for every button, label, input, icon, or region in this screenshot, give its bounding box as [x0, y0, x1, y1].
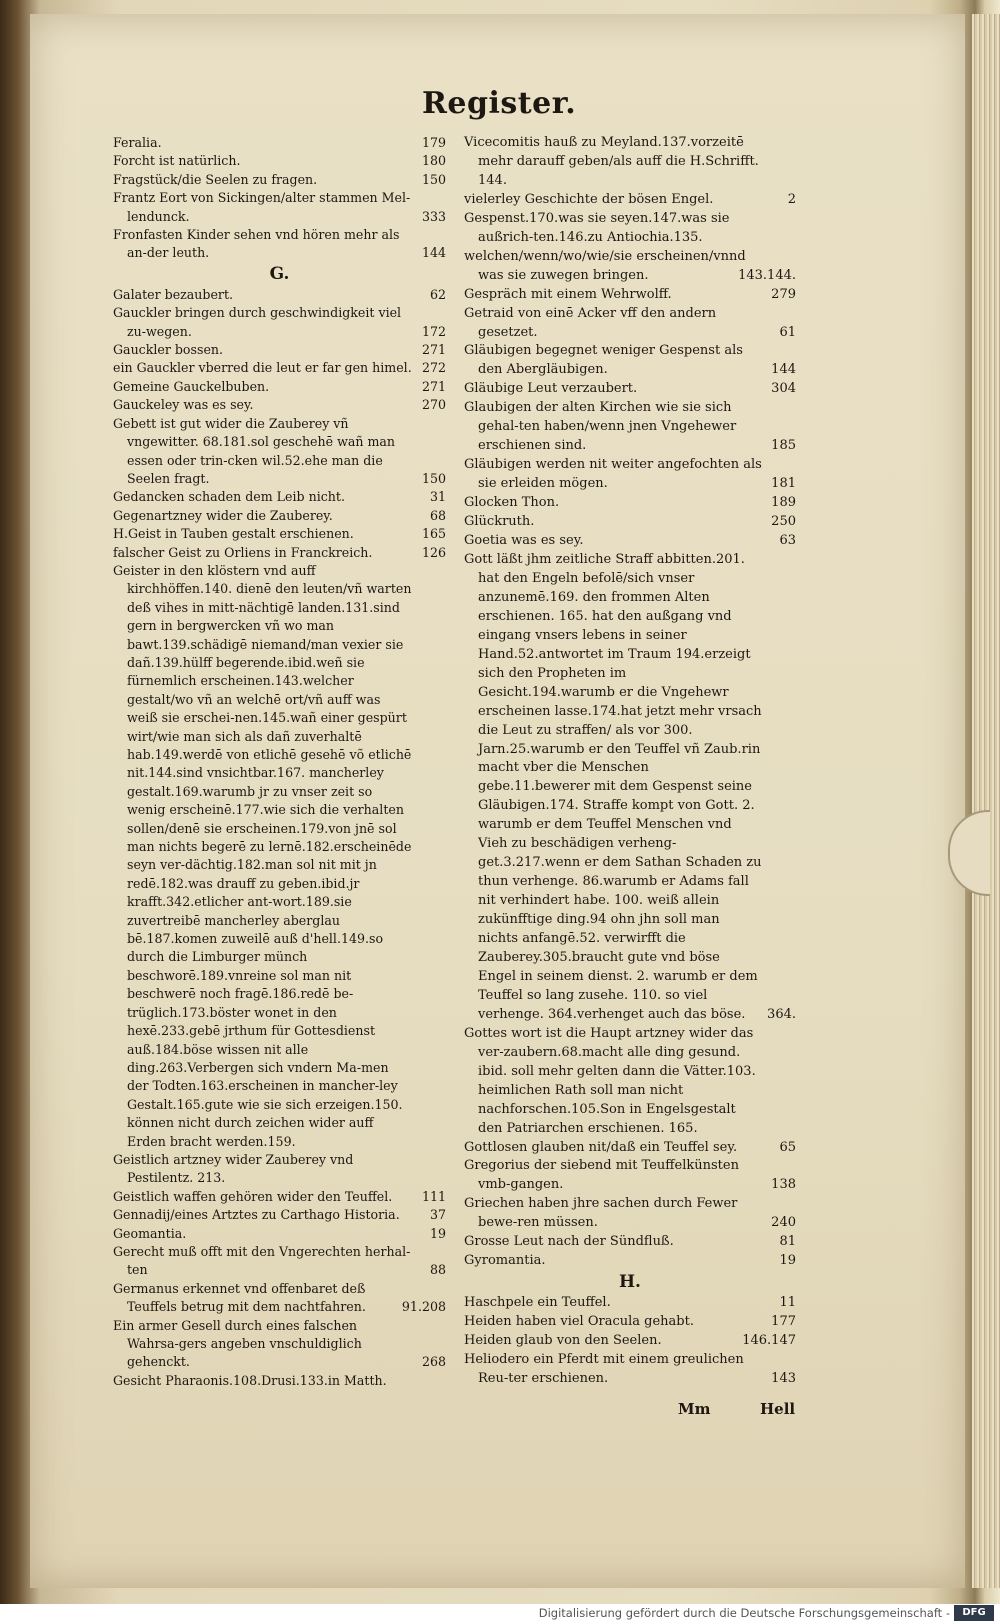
- index-entry: [464, 1233, 796, 1252]
- entry-text: Grosse Leut nach der Sündfluß.: [464, 1234, 674, 1250]
- page-reference: 81: [779, 1234, 796, 1250]
- index-entry: [113, 525, 446, 543]
- entry-text: Gespräch mit einem Wehrwolff.: [464, 286, 672, 302]
- page-reference: 271: [421, 342, 446, 358]
- index-entry: [113, 507, 446, 525]
- index-entry: [113, 304, 446, 341]
- page-reference: 91.208: [401, 1299, 446, 1315]
- index-entry: [113, 415, 446, 489]
- footer-credit: Digitalisierung gefördert durch die Deutsche Forschungsgemeinschaft -: [538, 1606, 950, 1620]
- page-reference: 143: [771, 1371, 796, 1386]
- page-reference: 364.: [767, 1006, 796, 1022]
- index-entry: [113, 544, 446, 562]
- page-reference: 150: [421, 470, 446, 486]
- entry-text: Glückruth.: [464, 514, 535, 530]
- page-reference: 270: [421, 397, 446, 413]
- page-reference: 150: [421, 171, 446, 187]
- index-column-left: [113, 134, 446, 1390]
- entry-text: Gennadij/eines Artztes zu Carthago Historia.: [113, 1207, 400, 1223]
- page-reference: 11: [779, 1295, 796, 1311]
- index-entry: [464, 191, 796, 210]
- index-entry: [464, 380, 796, 399]
- entry-text: Geistlich artzney wider Zauberey vnd Pestilentz. 213.: [113, 1151, 354, 1186]
- index-entry: [464, 1252, 796, 1271]
- entry-text: Gespenst.170.was sie seyen.147.was sie außrich-ten.146.zu Antiochia.135.: [464, 210, 730, 245]
- page-reference: 268: [421, 1354, 446, 1370]
- index-entry: [464, 1195, 796, 1233]
- page-reference: 333: [421, 208, 446, 224]
- entry-text: welchen/wenn/wo/wie/sie erscheinen/vnnd was sie zuwegen bringen.: [464, 248, 746, 283]
- entry-text: Glaubigen der alten Kirchen wie sie sich gehal-ten haben/wenn jnen Vngehewer erschienen sind.: [464, 400, 737, 454]
- entry-text: Fronfasten Kinder sehen vnd hören mehr als an-der leuth.: [113, 227, 400, 261]
- page-reference: 31: [429, 489, 446, 505]
- entry-text: Fragstück/die Seelen zu fragen.: [113, 171, 318, 187]
- index-entry: [464, 1332, 796, 1351]
- page-edges: [972, 14, 1000, 1588]
- page-reference: 177: [771, 1314, 796, 1330]
- index-entry: [113, 1206, 446, 1224]
- index-entry: [464, 286, 796, 305]
- entry-text: H.Geist in Tauben gestalt erschienen.: [113, 526, 354, 542]
- page-reference: 250: [771, 514, 796, 530]
- page-reference: 240: [771, 1215, 796, 1231]
- entry-text: Gesicht Pharaonis.108.Drusi.133.in Matth.: [113, 1372, 387, 1388]
- page-reference: 304: [771, 381, 796, 397]
- page-reference: 146.147: [742, 1333, 796, 1349]
- entry-text: Heiden haben viel Oracula gehabt.: [464, 1314, 694, 1330]
- page-reference: 126: [421, 544, 446, 560]
- index-entry: [464, 342, 796, 380]
- entry-text: Geistlich waffen gehören wider den Teuffel.: [113, 1188, 393, 1204]
- entry-text: Gyromantia.: [464, 1253, 546, 1269]
- letter-heading: G.: [269, 263, 290, 284]
- page-reference: 165: [421, 526, 446, 542]
- entry-text: Germanus erkennet vnd offenbaret deß Teuffels betrug mit dem nachtfahren.: [113, 1280, 366, 1315]
- index-entry: [464, 1025, 796, 1139]
- entry-text: Gott läßt jhm zeitliche Straff abbitten.201. hat den Engeln befolē/sich vnser anzunemē.169. den frommen Alten erschienen. 165. hat den außgang vnd eingang vnsers lebens in seiner Hand.52.antwortet im Traum 194.erzeigt sich den Propheten im Gesicht.194.warumb er die Vngehewr erscheinen lasse.174.hat jetzt mehr vrsach die Leut zu straffen/ als vor 300. Jarn.25.warumb er den Teuffel vñ Zaub.rin macht vber die Menschen gebe.11.bewerer mit dem Gespenst seine Gläubigen.174. Straffe kompt von Gott. 2. warumb er dem Teuffel Menschen vnd Vieh zu beschädigen verheng-get.3.217.wenn er dem Sathan Schaden zu thun verhenge. 86.warumb er Adams fall nit verhindert habe. 100. weiß allein zukünfftige ding.94 ohn jhn soll man nichts anfangē.52. verwirfft die Zauberey.305.braucht gute vnd böse Engel in seinem dienst. 2. warumb er dem Teuffel so lang zusehe. 110. so viel verhenge. 364.verhenget auch das böse.: [464, 551, 762, 1022]
- page-reference: 181: [771, 476, 796, 492]
- page-reference: 179: [421, 135, 446, 150]
- page-reference: 180: [421, 153, 446, 169]
- entry-text: Geister in den klöstern vnd auff kirchhöffen.140. dienē den leuten/vñ warten deß vihes in mitt-nächtigē landen.131.sind gern in bergwercken vñ wo man bawt.139.schädigē niemand/man vexier sie dañ.139.hülff begerende.ibid.weñ sie fürnemlich erscheinen.143.welcher gestalt/wo vñ an welchē ort/vñ auff was weiß sie erschei-nen.145.wañ einer gespürt wirt/wie man sich als dañ zuverhaltē hab.149.werdē von etlichē gesehē võ etlichē nit.144.sind vnsichtbar.167. mancherley gestalt.169.warumb jr zu vnser zeit so wenig erscheinē.177.wie sich die verhalten sollen/denē sie erscheinen.179.von jnē sol man nichts begerē zu lernē.182.erscheinēde seyn ver-dächtig.182.man sol nit mit jn redē.182.was drauff zu geben.ibid.jr krafft.342.etlicher ant-wort.189.sie zuvertreibē mancherley aberglau bē.187.komen zuweilē auß d'hell.149.so durch die Limburger münch beschworē.189.vnreine sol man nit beschwerē noch fragē.186.redē be-trüglich.173.böster wonet in den hexē.233.gebē jrthum für Gottesdienst auß.184.böse wissen nit alle ding.263.Verbergen sich vndern Ma-men der Todten.163.erscheinen in mancher-ley Gestalt.165.gute wie sie sich erzeigen.150. können nicht durch zeichen wider auff Erden bracht werden.159.: [113, 562, 412, 1149]
- entry-text: Gauckeley was es sey.: [113, 397, 254, 413]
- entry-text: Gläubigen werden nit weiter angefochten als sie erleiden mögen.: [464, 457, 762, 492]
- entry-text: Goetia was es sey.: [464, 533, 584, 549]
- index-entry: [464, 1294, 796, 1313]
- index-entry: [113, 152, 446, 170]
- index-entry: [464, 1313, 796, 1332]
- entry-text: falscher Geist zu Orliens in Franckreich.: [113, 544, 373, 560]
- index-entry: [464, 551, 796, 1025]
- page-reference: 88: [429, 1262, 446, 1278]
- entry-text: Griechen haben jhre sachen durch Fewer bewe-ren müssen.: [464, 1196, 738, 1231]
- index-entry: [464, 134, 796, 191]
- index-entry: [113, 562, 446, 1151]
- index-entry: [464, 305, 796, 343]
- index-entry: [113, 189, 446, 226]
- dfg-logo: DFG: [954, 1605, 994, 1621]
- entry-text: Gemeine Gauckelbuben.: [113, 378, 270, 394]
- index-entry: [464, 248, 796, 286]
- page-reference: 189: [771, 495, 796, 511]
- page-reference: 111: [421, 1188, 446, 1204]
- entry-text: Gegenartzney wider die Zauberey.: [113, 507, 333, 523]
- letter-heading: H.: [619, 1272, 641, 1293]
- index-entry: [113, 1151, 446, 1188]
- index-entry: [113, 226, 446, 263]
- entry-text: Gläubige Leut verzaubert.: [464, 381, 638, 397]
- page-reference: 271: [421, 378, 446, 394]
- index-entry: [113, 396, 446, 414]
- index-entry: [113, 1372, 446, 1390]
- index-entry: [113, 488, 446, 506]
- page-reference: 37: [429, 1207, 446, 1223]
- entry-text: Gläubigen begegnet weniger Gespenst als den Abergläubigen.: [464, 343, 743, 378]
- index-entry: [464, 513, 796, 532]
- entry-text: Geomantia.: [113, 1225, 187, 1241]
- entry-text: Galater bezaubert.: [113, 286, 234, 302]
- entry-text: vielerley Geschichte der bösen Engel.: [464, 191, 714, 207]
- entry-text: ein Gauckler vberred die leut er far gen himel.: [113, 360, 412, 376]
- entry-text: Feralia.: [113, 135, 162, 150]
- entry-text: Vicecomitis hauß zu Meyland.137.vorzeitē mehr darauff geben/als auff die H.Schrifft. 144.: [464, 135, 759, 188]
- running-head: Register.: [422, 86, 577, 121]
- entry-text: Glocken Thon.: [464, 495, 560, 511]
- index-entry: [464, 1351, 796, 1389]
- page-reference: 68: [429, 507, 446, 523]
- entry-text: Gottes wort ist die Haupt artzney wider das ver-zaubern.68.macht alle ding gesund. ibid. soll mehr gelten dann die Vätter.103. heimlichen Rath soll man nicht nachforschen.105.Son in Engelsgestalt den Patriarchen erschienen. 165.: [464, 1025, 756, 1136]
- page-reference: 19: [779, 1253, 796, 1269]
- entry-text: Gregorius der siebend mit Teuffelkünsten vmb-gangen.: [464, 1158, 739, 1193]
- index-entry: [113, 1188, 446, 1206]
- entry-text: Gebett ist gut wider die Zauberey vñ vngewitter. 68.181.sol geschehē wañ man essen oder trin-cken wil.52.ehe man die Seelen fragt.: [113, 415, 396, 486]
- index-entry: [464, 494, 796, 513]
- entry-text: Forcht ist natürlich.: [113, 153, 241, 169]
- index-entry: [464, 210, 796, 248]
- index-entry: [464, 532, 796, 551]
- page-reference: 138: [771, 1177, 796, 1193]
- entry-text: Heliodero ein Pferdt mit einem greulichen Reu-ter erschienen.: [464, 1352, 744, 1386]
- index-entry: [464, 399, 796, 456]
- signature-mark: Mm: [678, 1400, 711, 1418]
- page-reference: 144: [421, 245, 446, 261]
- index-entry: [464, 456, 796, 494]
- entry-text: Ein armer Gesell durch eines falschen Wahrsa-gers angeben vnschuldiglich gehenckt.: [113, 1317, 362, 1370]
- page-reference: 172: [421, 323, 446, 339]
- index-entry: [113, 171, 446, 189]
- page-reference: 61: [779, 324, 796, 340]
- catchword: Hell: [760, 1400, 796, 1418]
- entry-text: Gottlosen glauben nit/daß ein Teuffel sey.: [464, 1139, 738, 1155]
- index-entry: [113, 134, 446, 152]
- page-reference: 63: [779, 533, 796, 549]
- page-reference: 62: [429, 286, 446, 302]
- index-entry: [464, 1139, 796, 1158]
- page-reference: 65: [779, 1139, 796, 1155]
- page-reference: 272: [421, 360, 446, 376]
- index-entry: [113, 286, 446, 304]
- entry-text: Gauckler bringen durch geschwindigkeit viel zu-wegen.: [113, 305, 402, 339]
- page-reference: 279: [771, 286, 796, 302]
- index-entry: [113, 359, 446, 377]
- entry-text: Gedancken schaden dem Leib nicht.: [113, 489, 345, 505]
- index-entry: [464, 1157, 796, 1195]
- entry-text: Haschpele ein Teuffel.: [464, 1295, 611, 1311]
- page-reference: 185: [771, 438, 796, 454]
- index-entry: [113, 341, 446, 359]
- page-reference: 2: [787, 191, 796, 207]
- entry-text: Heiden glaub von den Seelen.: [464, 1333, 662, 1349]
- page-reference: 144: [771, 362, 796, 378]
- index-entry: [113, 1280, 446, 1317]
- index-entry: [113, 1243, 446, 1280]
- index-entry: [113, 378, 446, 396]
- index-column-right: [464, 134, 796, 1389]
- index-entry: [113, 1225, 446, 1243]
- page-reference: 143.144.: [738, 267, 796, 283]
- entry-text: Gerecht muß offt mit den Vngerechten herhal-ten: [113, 1243, 411, 1278]
- index-entry: [113, 1317, 446, 1372]
- entry-text: Frantz Eort von Sickingen/alter stammen Mel-lendunck.: [113, 190, 411, 224]
- entry-text: Gauckler bossen.: [113, 342, 224, 358]
- entry-text: Getraid von einē Acker vff den andern gesetzet.: [464, 305, 717, 340]
- page-reference: 19: [429, 1225, 446, 1241]
